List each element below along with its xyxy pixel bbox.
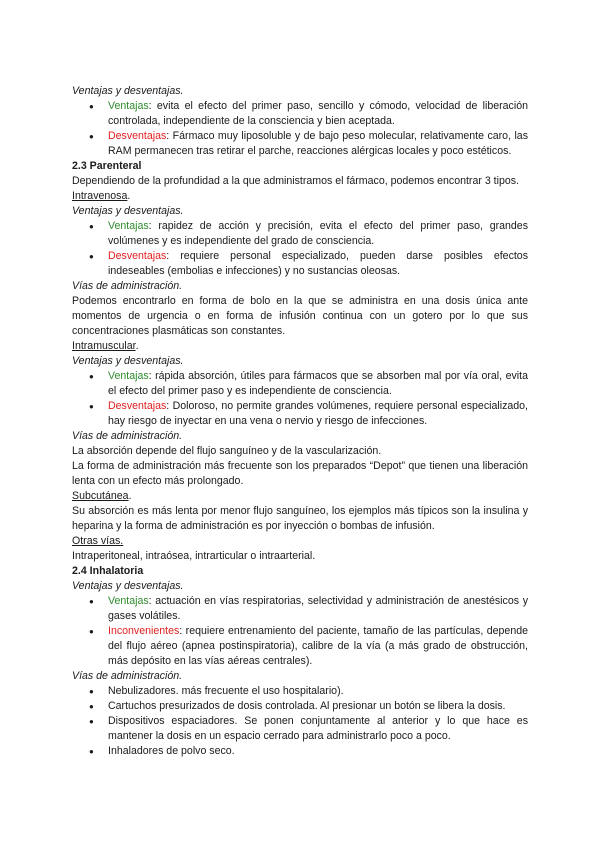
list-item: ● Nebulizadores. más frecuente el uso hospitalario). xyxy=(72,684,528,699)
paragraph: Intraperitoneal, intraósea, intrarticular o intraarterial. xyxy=(72,550,316,562)
ventajas-label: Ventajas xyxy=(108,220,149,232)
subheading-vias-administracion: Vías de administración. xyxy=(72,280,183,292)
list-item xyxy=(72,129,528,159)
list-item xyxy=(72,624,528,669)
ventajas-label: Ventajas xyxy=(108,595,149,607)
subcutanea-title: Subcutánea xyxy=(72,490,129,502)
desventajas-label: Desventajas xyxy=(108,400,167,412)
list-item xyxy=(72,249,528,279)
bullet-list xyxy=(72,369,528,429)
list-item: ● Dispositivos espaciadores. Se ponen conjuntamente al anterior y lo que hace es mantener la dosis en un espacio cerrado para administrarlo poco a poco. xyxy=(72,714,528,744)
list-item-text: : evita el efecto del primer paso, sencillo y cómodo, velocidad de liberación controlada, independiente de la consciencia y bien aceptada. xyxy=(108,100,528,127)
paragraph: Dependiendo de la profundidad a la que administramos el fármaco, podemos encontrar 3 tipos. xyxy=(72,175,519,187)
ventajas-label: Ventajas xyxy=(108,370,149,382)
paragraph: Podemos encontrarlo en forma de bolo en la que se administra en una dosis única ante momentos de urgencia o en forma de infusión continua con un gotero por lo que sus concentraciones plasmáticas son constantes. xyxy=(72,295,528,337)
list-item-text: : requiere entrenamiento del paciente, tamaño de las partículas, depende del flujo aéreo (apnea postinspiratoria), calibre de la vía (a más grado de obstrucción, más depósito en las vías aéreas centrales). xyxy=(108,625,528,667)
subheading-vias-administracion: Vías de administración. xyxy=(72,430,183,442)
inconvenientes-label: Inconvenientes xyxy=(108,625,180,637)
ventajas-label: Ventajas xyxy=(108,100,149,112)
bullet-list xyxy=(72,99,528,159)
list-item xyxy=(72,369,528,399)
desventajas-label: Desventajas xyxy=(108,130,167,142)
list-item: ● Cartuchos presurizados de dosis controlada. Al presionar un botón se libera la dosis. xyxy=(72,699,528,714)
list-item xyxy=(72,594,528,624)
paragraph: Su absorción es más lenta por menor flujo sanguíneo, los ejemplos más típicos son la insulina y heparina y la forma de administración es por inyección o bombas de infusión. xyxy=(72,505,528,532)
list-item-text: : rápida absorción, útiles para fármacos que se absorben mal por vía oral, evita el efecto del primer paso y es independiente de consciencia. xyxy=(108,370,528,397)
list-item xyxy=(72,99,528,129)
list-item-text: : actuación en vías respiratorias, selectividad y administración de anestésicos y gases volátiles. xyxy=(108,595,528,622)
list-item-text: : rapidez de acción y precisión, evita el efecto del primer paso, grandes volúmenes y es independiente del grado de consciencia. xyxy=(108,220,528,247)
document-page xyxy=(72,84,528,759)
otras-vias-title: Otras vías. xyxy=(72,535,124,547)
bullet-list xyxy=(72,594,528,669)
intramuscular-title: Intramuscular xyxy=(72,340,136,352)
paragraph: La absorción depende del flujo sanguíneo y de la vascularización. xyxy=(72,445,382,457)
section-heading-inhalatoria: 2.4 Inhalatoria xyxy=(72,565,144,577)
list-item-text: : Doloroso, no permite grandes volúmenes, requiere personal especializado, hay riesgo de inyectar en una vena o nervio y riesgo de infecciones. xyxy=(108,400,528,427)
subheading-ventajas-desventajas: Ventajas y desventajas. xyxy=(72,205,184,217)
subheading-ventajas-desventajas: Ventajas y desventajas. xyxy=(72,580,184,592)
paragraph: La forma de administración más frecuente son los preparados “Depot” que tienen una liberación lenta con un efecto más prolongado. xyxy=(72,460,528,487)
list-item: ● Inhaladores de polvo seco. xyxy=(72,744,528,759)
intravenosa-title: Intravenosa xyxy=(72,190,128,202)
bullet-list xyxy=(72,684,528,759)
subsection-title: Subcutánea. xyxy=(72,490,132,502)
list-item-text: : requiere personal especializado, pueden darse posibles efectos indeseables (embolias e infecciones) y no sustancias oleosas. xyxy=(108,250,528,277)
subsection-title: Intramuscular. xyxy=(72,340,139,352)
list-item-text: : Fármaco muy liposoluble y de bajo peso molecular, relativamente caro, las RAM permanecen tras retirar el parche, reacciones alérgicas locales y poco estéticos. xyxy=(108,130,528,157)
list-item xyxy=(72,219,528,249)
subsection-title: Intravenosa. xyxy=(72,190,131,202)
list-item xyxy=(72,399,528,429)
subheading-vias-administracion: Vías de administración. xyxy=(72,670,183,682)
subheading-ventajas-desventajas: Ventajas y desventajas. xyxy=(72,85,184,97)
bullet-list xyxy=(72,219,528,279)
subheading-ventajas-desventajas: Ventajas y desventajas. xyxy=(72,355,184,367)
section-heading-parenteral: 2.3 Parenteral xyxy=(72,160,142,172)
desventajas-label: Desventajas xyxy=(108,250,167,262)
